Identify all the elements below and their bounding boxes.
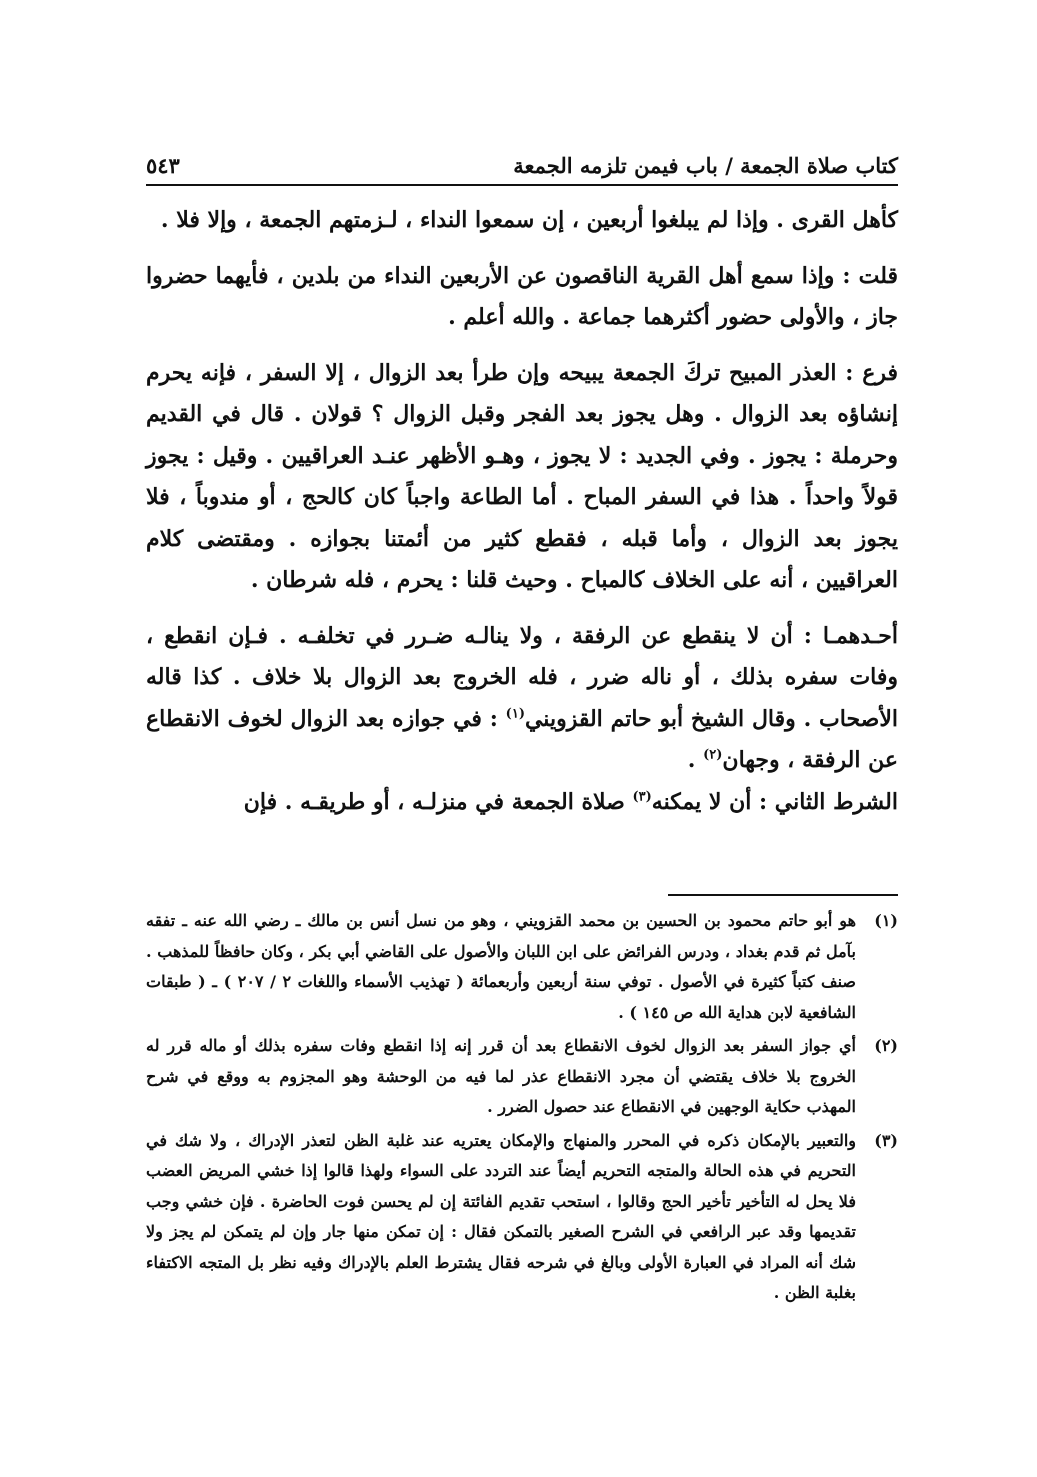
paragraph-5 bbox=[146, 782, 898, 824]
main-text bbox=[146, 200, 898, 823]
paragraph-2 bbox=[146, 256, 898, 339]
header-rule bbox=[146, 184, 898, 186]
footnote-ref-3[interactable]: (٣) bbox=[632, 789, 652, 805]
paragraph-1 bbox=[146, 200, 898, 242]
running-head: كتاب صلاة الجمعة / باب فيمن تلزمه الجمعة bbox=[513, 153, 898, 178]
footnote-2 bbox=[146, 1031, 898, 1123]
footnote-text: هو أبو حاتم محمود بن الحسين بن محمد القزويني ، وهو من نسل أنس بن مالك ـ رضي الله عنه ـ تفقه بآمل ثم قدم بغداد ، ودرس الفرائض على ابن اللبان والأصول على القاضي أبي بكر ، وكان حافظاً للمذهب . صنف كتباً كثيرة في الأصول . توفي سنة أربعين وأربعمائة ( تهذيب الأسماء واللغات ٢ / ٢٠٧ ) ـ ( طبقات الشافعية لابن هداية الله ص ١٤٥ ) . bbox=[146, 911, 857, 1022]
page-header bbox=[146, 138, 898, 178]
footnote-ref-1[interactable]: (١) bbox=[505, 706, 525, 722]
paragraph-4 bbox=[146, 616, 898, 782]
paragraph-4-text-a: أن لا ينقطع عن الرفقة ، ولا ينالـه ضـرر في تخلفـه . فـإن انقطع ، وفات سفره بذلك ، أو ناله ضرر ، فله الخروج بعد الزوال بلا خلاف . كذا قاله الأصحاب . وقال الشيخ أبو حاتم القزويني bbox=[146, 622, 899, 732]
paragraph-1-text: كأهل القرى . وإذا لم يبلغوا أربعين ، إن سمعوا النداء ، لـزمتهم الجمعة ، وإلا فلا . bbox=[160, 207, 898, 233]
paragraph-2-text: وإذا سمع أهل القرية الناقصون عن الأربعين النداء من بلدين ، فأيهما حضروا جاز ، والأولى حضور أكثرهما جماعة . والله أعلم . bbox=[146, 262, 898, 330]
paragraph-2-lead: قلت : bbox=[842, 262, 898, 289]
footnote-1 bbox=[146, 906, 898, 1028]
paragraph-3-lead: فرع : bbox=[845, 359, 899, 386]
footnote-number: (٢) bbox=[874, 1036, 898, 1055]
paragraph-5-text-a: أن لا يمكنه bbox=[651, 788, 760, 815]
paragraph-3-text: العذر المبيح تركَ الجمعة يبيحه وإن طرأ بعد الزوال ، إلا السفر ، فإنه يحرم إنشاؤه بعد الزوال . وهل يجوز بعد الفجر وقبل الزوال ؟ قولان . قال في القديم وحرملة : يجوز . وفي الجديد : لا يجوز ، وهـو الأظهر عنـد العراقيين . وقيل : يجوز قولاً واحداً . هذا في السفر المباح . أما الطاعة واجباً كان كالحج ، أو مندوباً ، فلا يجوز بعد الزوال ، وأما قبله ، فقطع كثير من أئمتنا بجوازه . ومقتضى كلام العراقيين ، أنه على الخلاف كالمباح . وحيث قلنا : يحرم ، فله شرطان . bbox=[146, 359, 898, 593]
footnote-rule bbox=[668, 894, 898, 896]
paragraph-4-text-c: . bbox=[687, 747, 704, 773]
footnote-text: والتعبير بالإمكان ذكره في المحرر والمنهاج والإمكان يعتريه عند غلبة الظن لتعذر الإدراك ، ولا شك في التحريم في هذه الحالة والمتجه التحريم أيضاً عند التردد على السواء ولهذا قالوا إذا خشي المريض العضب فلا يحل له التأخير تأخير الحج وقالوا ، استحب تقديم الفائتة إن لم يحسن فوت الحاضرة . فإن خشي وجب تقديمها وقد عبر الرافعي في الشرح الصغير بالتمكن فقال : إن تمكن منها جار وإن لم يتمكن لم يجز ولا شك أنه المراد في العبارة الأولى وبالغ في شرحه فقال يشترط العلم بالإدراك وفيه نظر بل المتجه الاكتفاء بغلبة الظن . bbox=[146, 1130, 856, 1302]
paragraph-5-text-b: صلاة الجمعة في منزلـه ، أو طريقـه . فإن bbox=[243, 788, 633, 815]
footnote-3 bbox=[146, 1126, 898, 1309]
paragraph-4-text-b: : في جوازه بعد الزوال لخوف الانقطاع عن الرفقة ، وجهان bbox=[146, 705, 898, 773]
footnote-number: (١) bbox=[874, 911, 898, 930]
paragraph-3 bbox=[146, 353, 898, 602]
paragraph-4-lead: أحـدهمـا : bbox=[803, 622, 898, 649]
footnote-number: (٣) bbox=[874, 1130, 898, 1150]
footnote-text: أي جواز السفر بعد الزوال لخوف الانقطاع بعد أن قرر إنه إذا انقطع وفات سفره بذلك أو ماله قرر له الخروج بلا خلاف يقتضي أن مجرد الانقطاع عذر لما فيه من الوحشة وهو المجزوم به ووقع في شرح المهذب حكاية الوجهين في الانقطاع عند حصول الضرر . bbox=[146, 1036, 856, 1116]
footnote-ref-2[interactable]: (٢) bbox=[703, 747, 723, 763]
footnotes bbox=[146, 906, 898, 1312]
page-number: ٥٤٣ bbox=[146, 153, 180, 178]
paragraph-5-lead: الشرط الثاني : bbox=[759, 788, 898, 815]
